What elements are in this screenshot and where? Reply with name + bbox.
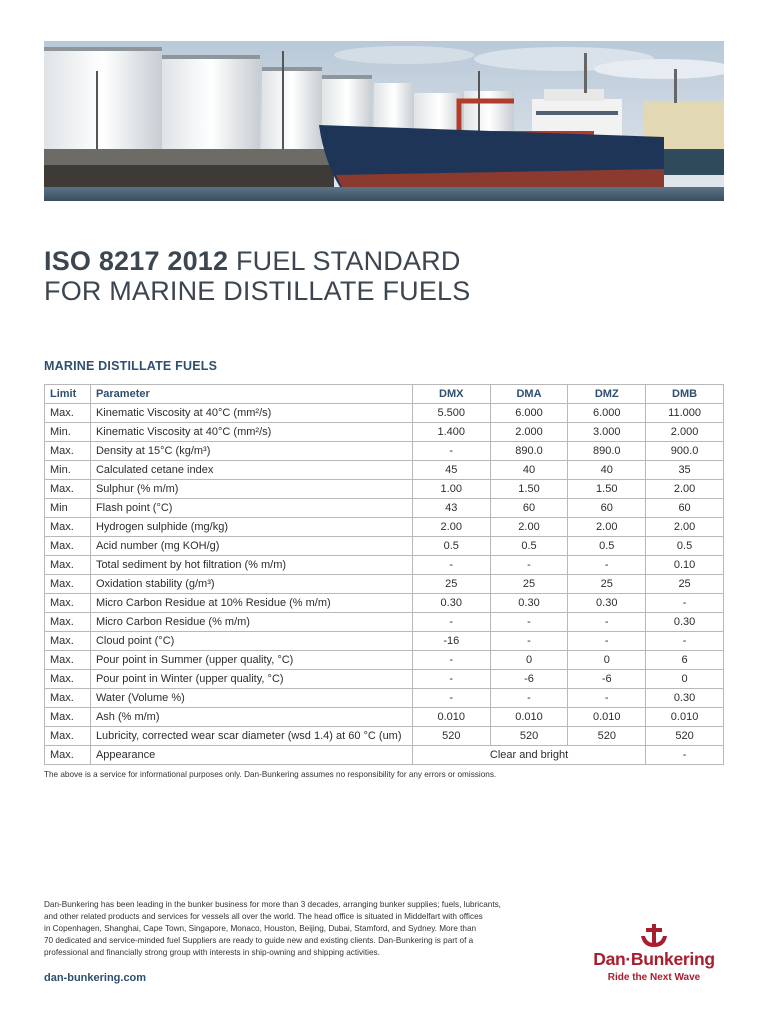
cell-dmb: 0: [646, 670, 724, 689]
cell-dmx: 2.00: [412, 518, 490, 537]
cell-limit: Max.: [45, 556, 91, 575]
cell-dmb: -: [646, 594, 724, 613]
cell-dmb: -: [646, 632, 724, 651]
cell-dmz: 6.000: [568, 404, 646, 423]
cell-parameter: Pour point in Winter (upper quality, °C): [90, 670, 412, 689]
cell-limit: Min: [45, 499, 91, 518]
cell-parameter: Oxidation stability (g/m³): [90, 575, 412, 594]
cell-dmx: 25: [412, 575, 490, 594]
cell-dmz: -: [568, 689, 646, 708]
cell-parameter: Flash point (°C): [90, 499, 412, 518]
cell-dmz: 520: [568, 727, 646, 746]
cell-limit: Max.: [45, 651, 91, 670]
cell-dmb: 2.00: [646, 518, 724, 537]
header-dmx: DMX: [412, 385, 490, 404]
cell-dmx: 0.5: [412, 537, 490, 556]
cell-dma: 25: [490, 575, 568, 594]
cell-dma: -: [490, 556, 568, 575]
cell-dmx: 0.30: [412, 594, 490, 613]
table-row: [45, 651, 724, 670]
cell-dmb: 0.010: [646, 708, 724, 727]
table-row: [45, 689, 724, 708]
cell-dmz: 25: [568, 575, 646, 594]
cell-dmx: 1.400: [412, 423, 490, 442]
header-limit: Limit: [45, 385, 91, 404]
anchor-cross-icon: [639, 924, 669, 948]
table-row: [45, 442, 724, 461]
about-line: Dan-Bunkering has been leading in the bunker business for more than 3 decades, arranging bunker supplies; fuels, lubricants,: [44, 900, 501, 909]
about-line: in Copenhagen, Shanghai, Cape Town, Singapore, Monaco, Houston, Beijing, Dubai, Stamford, and Sydney. More than: [44, 924, 477, 933]
table-header-row: [45, 385, 724, 404]
cell-parameter: Lubricity, corrected wear scar diameter (wsd 1.4) at 60 °C (um): [90, 727, 412, 746]
cell-dmx: -: [412, 670, 490, 689]
cell-parameter: Sulphur (% m/m): [90, 480, 412, 499]
cell-dma: 0: [490, 651, 568, 670]
cell-limit: Max.: [45, 537, 91, 556]
cell-dmb: 35: [646, 461, 724, 480]
cell-dmx: 0.010: [412, 708, 490, 727]
cell-dmz: 40: [568, 461, 646, 480]
cell-dma: 6.000: [490, 404, 568, 423]
cell-dmb: 6: [646, 651, 724, 670]
title-line-2: FOR MARINE DISTILLATE FUELS: [44, 276, 471, 306]
cell-dmb: 11.000: [646, 404, 724, 423]
cell-dmz: 0.010: [568, 708, 646, 727]
cell-limit: Max.: [45, 480, 91, 499]
company-about: [44, 899, 564, 959]
cell-dmz: 0.5: [568, 537, 646, 556]
cell-dma: 2.00: [490, 518, 568, 537]
cell-parameter: Kinematic Viscosity at 40°C (mm²/s): [90, 423, 412, 442]
table-row: [45, 594, 724, 613]
table-row: [45, 461, 724, 480]
cell-parameter: Cloud point (°C): [90, 632, 412, 651]
cell-dmz: -: [568, 556, 646, 575]
cell-limit: Max.: [45, 518, 91, 537]
website-link[interactable]: dan-bunkering.com: [44, 972, 147, 984]
cell-dmb: 0.5: [646, 537, 724, 556]
cell-dmb: 2.000: [646, 423, 724, 442]
logo-brand-name: Dan·Bunkering: [593, 949, 715, 969]
cell-dma: -6: [490, 670, 568, 689]
cell-dmx: 520: [412, 727, 490, 746]
cell-dmz: 3.000: [568, 423, 646, 442]
cell-dmz: 890.0: [568, 442, 646, 461]
cell-dmb: -: [646, 746, 724, 765]
cell-limit: Max.: [45, 689, 91, 708]
cell-dma: -: [490, 613, 568, 632]
cell-dmz: -6: [568, 670, 646, 689]
table-row: [45, 499, 724, 518]
disclaimer: The above is a service for informational purposes only. Dan-Bunkering assumes no responsibility for any errors or omissions.: [44, 770, 497, 779]
cell-dmx: 5.500: [412, 404, 490, 423]
table-row: [45, 708, 724, 727]
cell-dma: 60: [490, 499, 568, 518]
cell-dmb: 25: [646, 575, 724, 594]
title-line-1: [44, 246, 724, 276]
table-row: [45, 518, 724, 537]
cell-parameter: Calculated cetane index: [90, 461, 412, 480]
cell-dmx: -: [412, 651, 490, 670]
table-row: [45, 632, 724, 651]
cell-dma: 0.5: [490, 537, 568, 556]
cell-parameter: Density at 15°C (kg/m³): [90, 442, 412, 461]
cell-dma: 2.000: [490, 423, 568, 442]
cell-dma: -: [490, 689, 568, 708]
cell-dmz: 1.50: [568, 480, 646, 499]
cell-dma: 520: [490, 727, 568, 746]
hero-photo-tanker-port: [44, 41, 724, 201]
title-standard-code: ISO 8217 2012: [44, 246, 229, 276]
fuel-spec-table: [44, 384, 724, 765]
table-row: [45, 480, 724, 499]
table-row: [45, 423, 724, 442]
about-line: and other related products and services for vessels all over the world. The head office is situated in Middelfart with offices: [44, 912, 483, 921]
cell-dmz: 60: [568, 499, 646, 518]
table-row: [45, 727, 724, 746]
table-row: [45, 404, 724, 423]
cell-dma: 890.0: [490, 442, 568, 461]
cell-dmz: 2.00: [568, 518, 646, 537]
page-title: [44, 246, 724, 306]
cell-parameter: Total sediment by hot filtration (% m/m): [90, 556, 412, 575]
logo-tagline: Ride the Next Wave: [607, 972, 701, 983]
cell-limit: Max.: [45, 632, 91, 651]
table-row-appearance: [45, 746, 724, 765]
cell-dmx: 45: [412, 461, 490, 480]
cell-limit: Max.: [45, 575, 91, 594]
header-dma: DMA: [490, 385, 568, 404]
cell-parameter: Pour point in Summer (upper quality, °C): [90, 651, 412, 670]
header-dmz: DMZ: [568, 385, 646, 404]
cell-dmx: 1.00: [412, 480, 490, 499]
cell-limit: Max.: [45, 670, 91, 689]
cell-parameter: Hydrogen sulphide (mg/kg): [90, 518, 412, 537]
cell-limit: Max.: [45, 727, 91, 746]
cell-parameter: Acid number (mg KOH/g): [90, 537, 412, 556]
cell-limit: Min.: [45, 423, 91, 442]
cell-parameter: Kinematic Viscosity at 40°C (mm²/s): [90, 404, 412, 423]
table-row: [45, 537, 724, 556]
cell-dmb: 2.00: [646, 480, 724, 499]
table-row: [45, 670, 724, 689]
cell-limit: Max.: [45, 442, 91, 461]
cell-dmx: -: [412, 556, 490, 575]
cell-dmx: -: [412, 613, 490, 632]
cell-dmz: -: [568, 613, 646, 632]
cell-dmx: -: [412, 689, 490, 708]
cell-dmb: 900.0: [646, 442, 724, 461]
cell-limit: Min.: [45, 461, 91, 480]
cell-dmz: -: [568, 632, 646, 651]
cell-dma: 40: [490, 461, 568, 480]
cell-dmb: 520: [646, 727, 724, 746]
company-logo: [584, 924, 724, 986]
about-line: 70 dedicated and service-minded fuel Suppliers are ready to guide new and existing clients. Dan-Bunkering is part of a: [44, 936, 474, 945]
cell-dmb: 0.30: [646, 689, 724, 708]
table-row: [45, 613, 724, 632]
cell-limit: Max.: [45, 746, 91, 765]
section-heading: MARINE DISTILLATE FUELS: [44, 359, 218, 373]
cell-dmx: -: [412, 442, 490, 461]
cell-dmb: 0.10: [646, 556, 724, 575]
table-row: [45, 575, 724, 594]
cell-dmz: 0: [568, 651, 646, 670]
cell-dmz: 0.30: [568, 594, 646, 613]
cell-dma: 0.010: [490, 708, 568, 727]
title-fuel-standard: FUEL STANDARD: [235, 246, 461, 276]
cell-dma: -: [490, 632, 568, 651]
cell-parameter: Micro Carbon Residue at 10% Residue (% m/m): [90, 594, 412, 613]
cell-limit: Max.: [45, 404, 91, 423]
header-parameter: Parameter: [90, 385, 412, 404]
cell-appearance-value: Clear and bright: [412, 746, 645, 765]
header-dmb: DMB: [646, 385, 724, 404]
table-row: [45, 556, 724, 575]
cell-limit: Max.: [45, 594, 91, 613]
cell-parameter: Appearance: [90, 746, 412, 765]
about-line: professional and financially strong group with interests in ship-owning and shipping activities.: [44, 948, 380, 957]
table-body: [45, 404, 724, 765]
cell-dmx: -16: [412, 632, 490, 651]
cell-parameter: Water (Volume %): [90, 689, 412, 708]
cell-parameter: Micro Carbon Residue (% m/m): [90, 613, 412, 632]
cell-dma: 0.30: [490, 594, 568, 613]
cell-dma: 1.50: [490, 480, 568, 499]
cell-dmb: 60: [646, 499, 724, 518]
cell-limit: Max.: [45, 708, 91, 727]
cell-dmb: 0.30: [646, 613, 724, 632]
cell-parameter: Ash (% m/m): [90, 708, 412, 727]
cell-limit: Max.: [45, 613, 91, 632]
cell-dmx: 43: [412, 499, 490, 518]
